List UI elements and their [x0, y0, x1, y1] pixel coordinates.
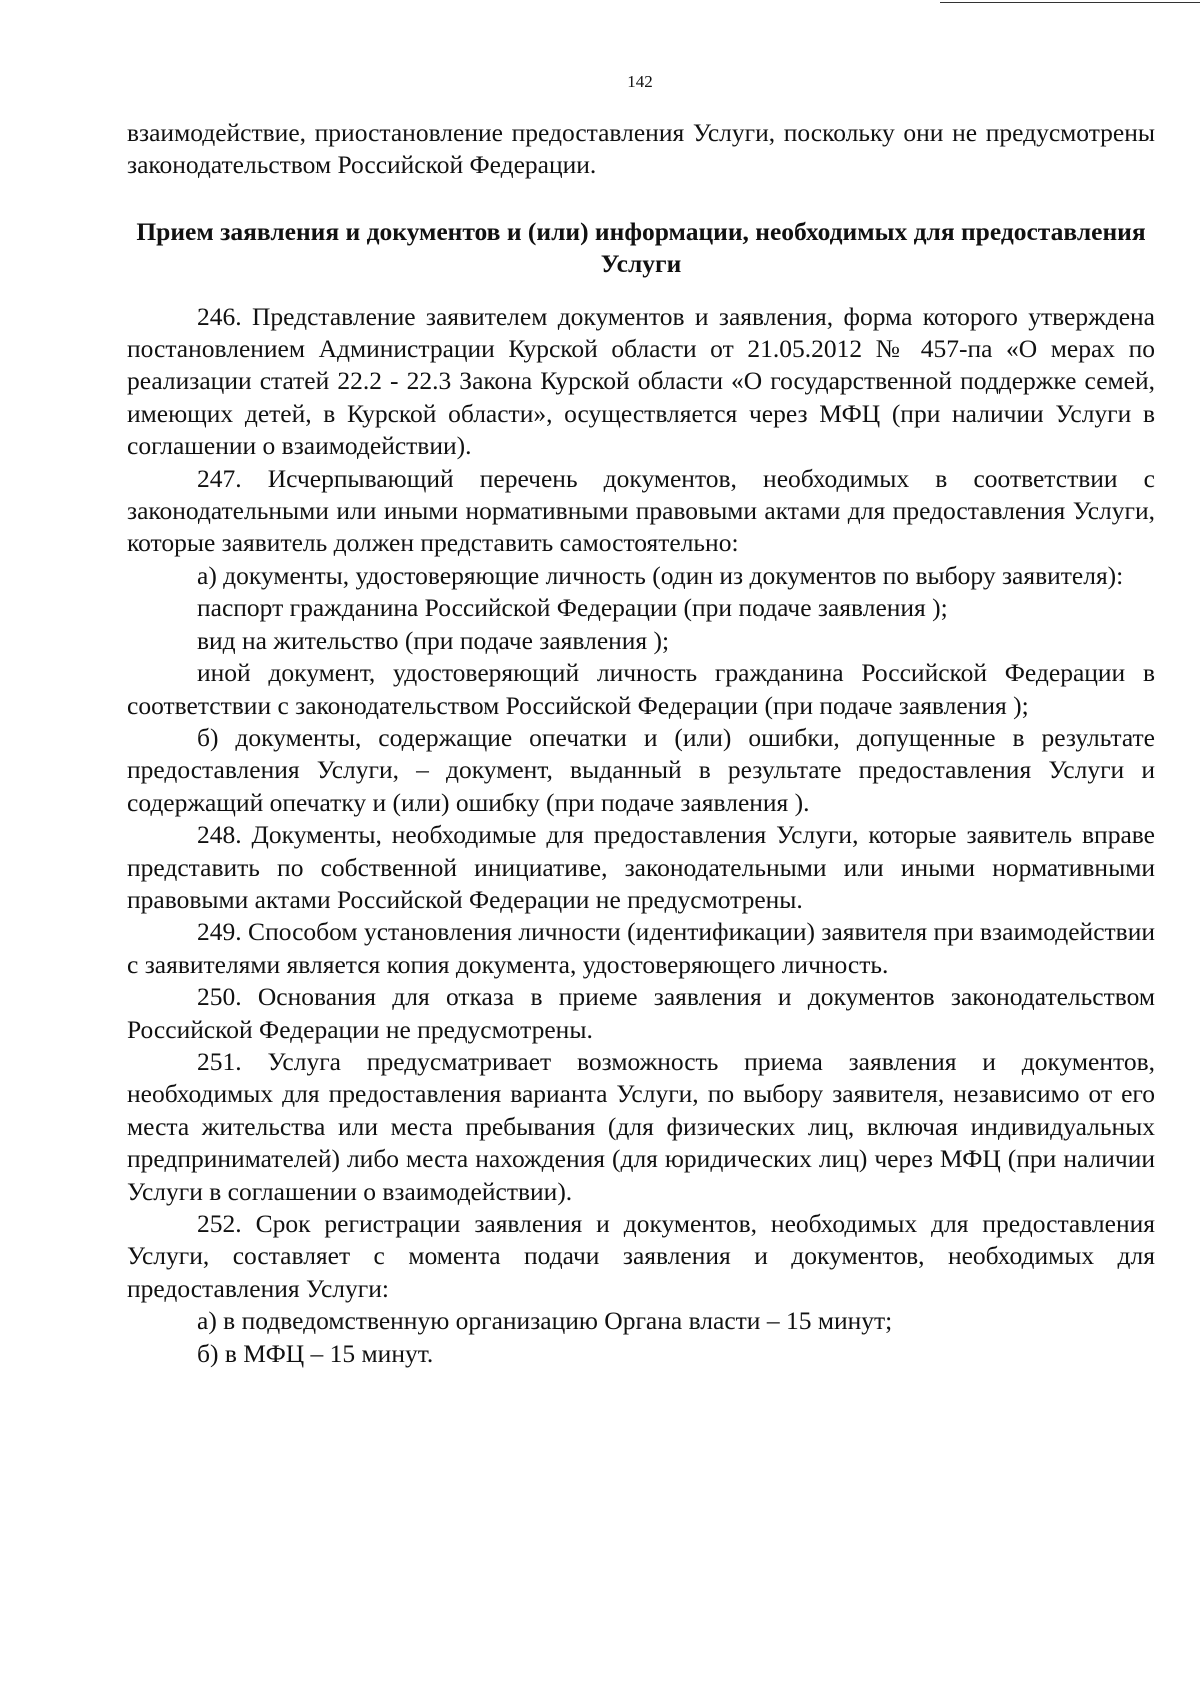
paragraph-247: 247. Исчерпывающий перечень документов, необходимых в соответствии с законодательными или иными нормативными правовыми актами для предоставления Услуги, которые заявитель должен представить самостоятельно:: [127, 463, 1155, 558]
list-item-b: б) документы, содержащие опечатки и (или) ошибки, допущенные в результате предоставления Услуги, – документ, выданный в результате предоставления Услуги и содержащий опечатку и (или) ошибку (при подаче заявления ).: [127, 722, 1155, 817]
page-number: 142: [627, 72, 653, 91]
document-body: [127, 117, 1155, 1370]
paragraph-249: 249. Способом установления личности (идентификации) заявителя при взаимодействии с заявителями является копия документа, удостоверяющего личность.: [127, 917, 1155, 979]
list-item-other-document: иной документ, удостоверяющий личность гражданина Российской Федерации в соответствии с законодательством Российской Федерации (при подаче заявления );: [127, 658, 1155, 720]
list-item-252-b: б) в МФЦ – 15 минут.: [197, 1338, 434, 1368]
paragraph-250: 250. Основания для отказа в приеме заявления и документов законодательством Российской Федерации не предусмотрены.: [127, 982, 1155, 1044]
top-edge-rule: [940, 2, 1200, 3]
list-item-passport: паспорт гражданина Российской Федерации (при подаче заявления );: [197, 593, 948, 623]
paragraph-248: 248. Документы, необходимые для предоставления Услуги, которые заявитель вправе представить по собственной инициативе, законодательными или иными нормативными правовыми актами Российской Федерации не предусмотрены.: [127, 820, 1155, 914]
continuation-paragraph: взаимодействие, приостановление предоставления Услуги, поскольку они не предусмотрены законодательством Российской Федерации.: [127, 118, 1155, 180]
paragraph-252: 252. Срок регистрации заявления и документов, необходимых для предоставления Услуги, составляет с момента подачи заявления и документов, необходимых для предоставления Услуги:: [127, 1209, 1155, 1303]
section-heading: Прием заявления и документов и (или) информации, необходимых для предоставления Услуги: [136, 216, 1146, 279]
list-item-252-a: а) в подведомственную организацию Органа власти – 15 минут;: [197, 1306, 893, 1336]
paragraph-246: 246. Представление заявителем документов и заявления, форма которого утверждена постановлением Администрации Курской области от 21.05.2012 № 457-па «О мерах по реализации статей 22.2 - 22.3 Закона Курской области «О государственной поддержке семей, имеющих детей, в Курской области», осуществляется через МФЦ (при наличии Услуги в соглашении о взаимодействии).: [127, 301, 1155, 461]
list-item-a: а) документы, удостоверяющие личность (один из документов по выбору заявителя):: [197, 560, 1124, 590]
list-item-residence-permit: вид на жительство (при подаче заявления );: [197, 625, 670, 655]
paragraph-251: 251. Услуга предусматривает возможность приема заявления и документов, необходимых для предоставления варианта Услуги, по выбору заявителя, независимо от его места жительства или места пребывания (для физических лиц, включая индивидуальных предпринимателей) либо места нахождения (для юридических лиц) через МФЦ (при наличии Услуги в соглашении о взаимодействии).: [127, 1046, 1155, 1206]
